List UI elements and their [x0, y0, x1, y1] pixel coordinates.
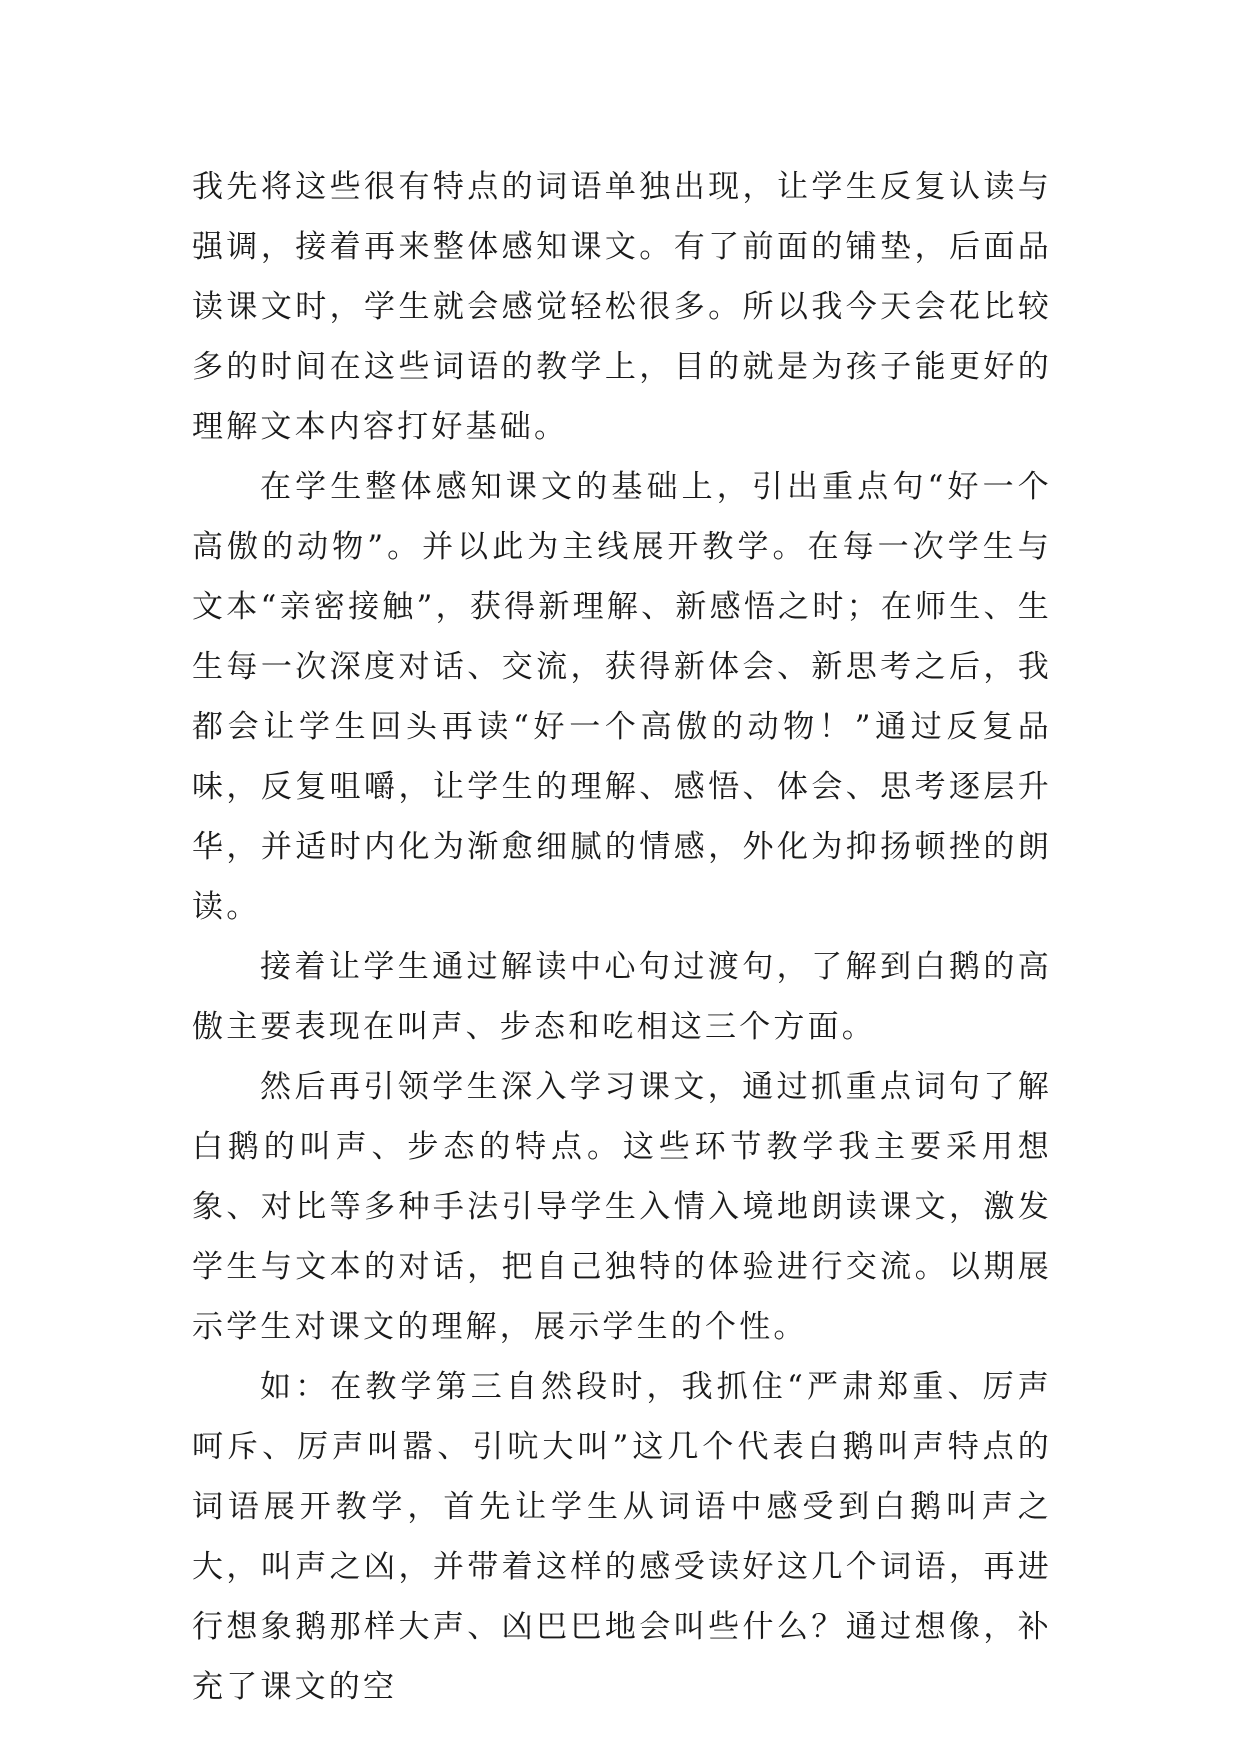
paragraph-4: 然后再引领学生深入学习课文，通过抓重点词句了解白鹅的叫声、步态的特点。这些环节教学我主要采用想象、对比等多种手法引导学生入情入境地朗读课文，激发学生与文本的对话，把自己独特的体验进行交流。以期展示学生对课文的理解，展示学生的个性。 [192, 1069, 1052, 1345]
body-text [192, 157, 1052, 1717]
paragraph-2: 在学生整体感知课文的基础上，引出重点句“好一个高傲的动物”。并以此为主线展开教学。在每一次学生与文本“亲密接触”，获得新理解、新感悟之时；在师生、生生每一次深度对话、交流，获得新体会、新思考之后，我都会让学生回头再读“好一个高傲的动物！”通过反复品味，反复咀嚼，让学生的理解、感悟、体会、思考逐层升华，并适时内化为渐愈细腻的情感，外化为抑扬顿挫的朗读。 [192, 469, 1052, 925]
paragraph-1: 我先将这些很有特点的词语单独出现，让学生反复认读与强调，接着再来整体感知课文。有了前面的铺垫，后面品读课文时，学生就会感觉轻松很多。所以我今天会花比较多的时间在这些词语的教学上，目的就是为孩子能更好的理解文本内容打好基础。 [192, 169, 1052, 445]
paragraph-3: 接着让学生通过解读中心句过渡句，了解到白鹅的高傲主要表现在叫声、步态和吃相这三个方面。 [192, 949, 1052, 1045]
paragraph-5: 如：在教学第三自然段时，我抓住“严肃郑重、厉声呵斥、厉声叫嚣、引吭大叫”这几个代表白鹅叫声特点的词语展开教学，首先让学生从词语中感受到白鹅叫声之大，叫声之凶，并带着这样的感受读好这几个词语，再进行想象鹅那样大声、凶巴巴地会叫些什么？通过想像，补充了课文的空 [192, 1369, 1052, 1705]
